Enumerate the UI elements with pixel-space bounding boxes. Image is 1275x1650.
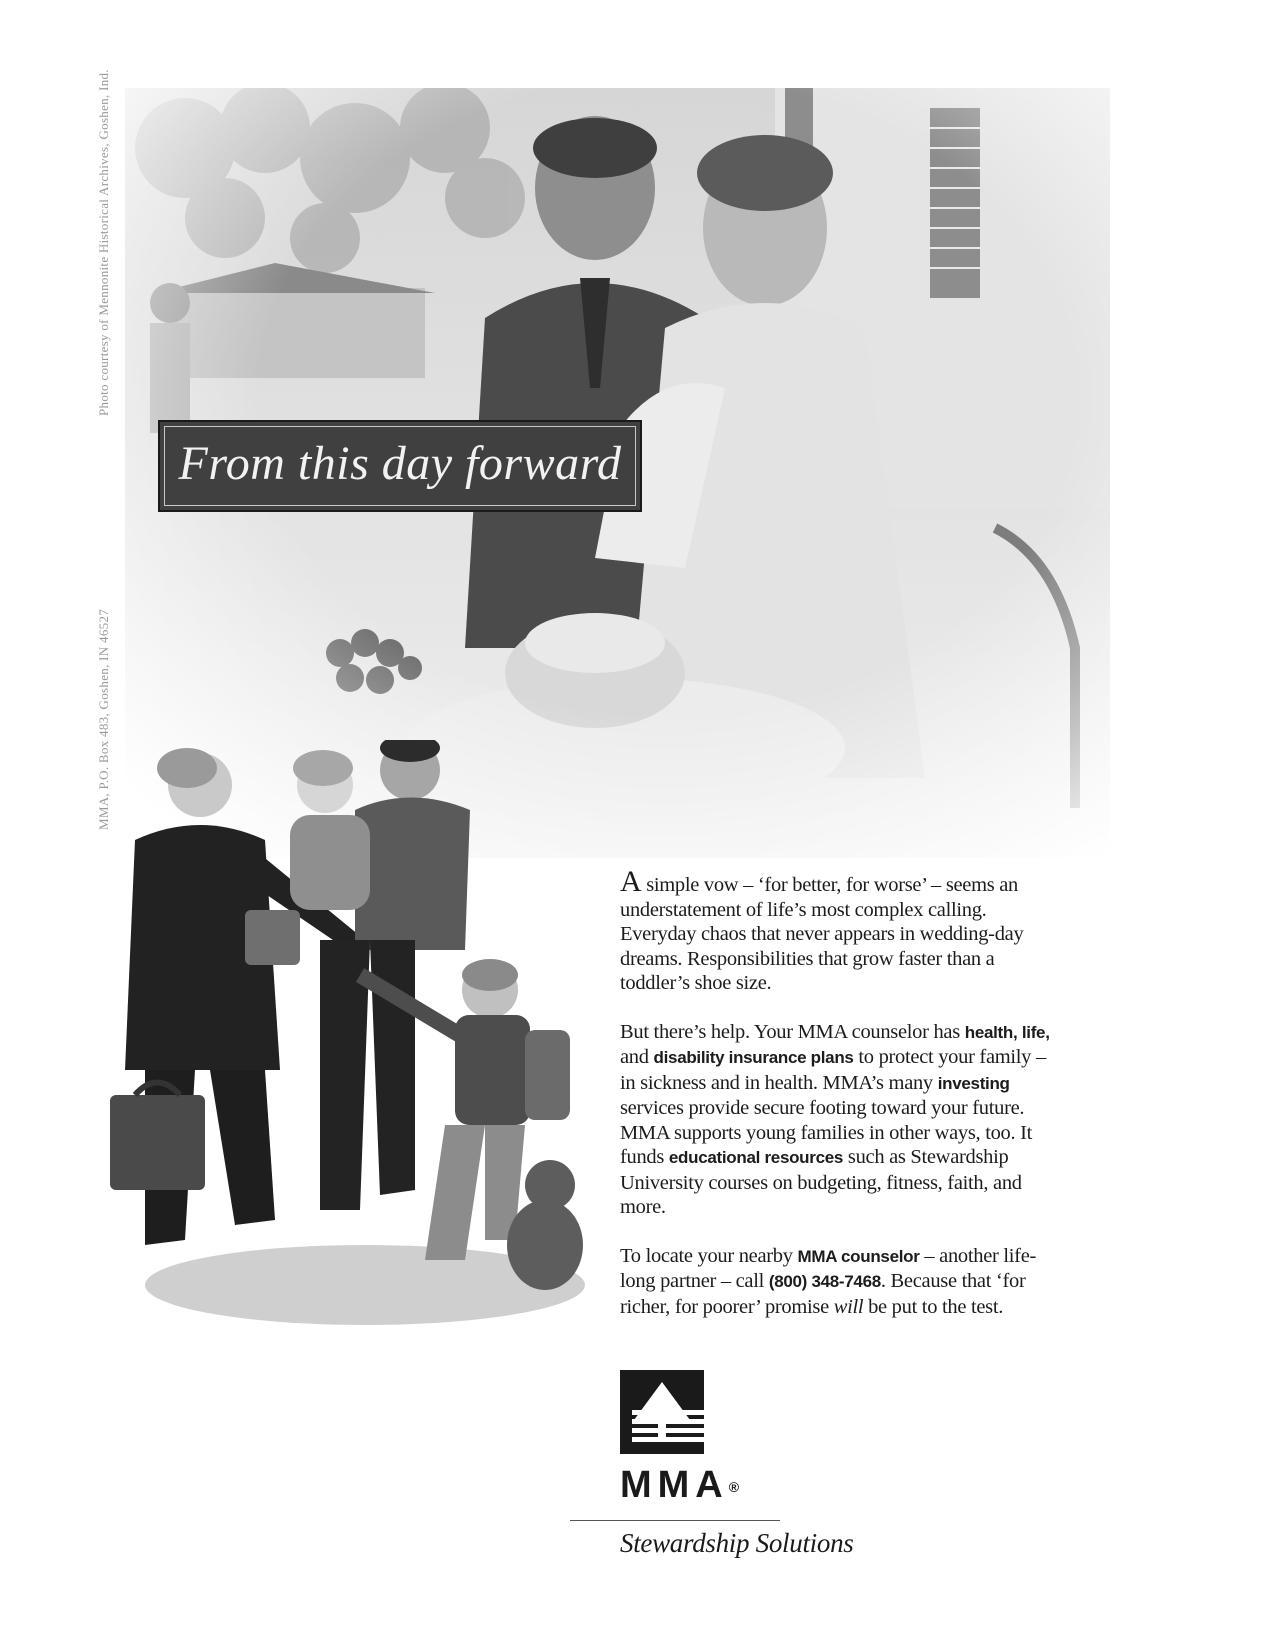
- body-copy: [620, 865, 1050, 1343]
- registered-mark: ®: [728, 1479, 740, 1495]
- p3-bold-counselor: MMA counselor: [797, 1246, 920, 1266]
- logo-divider: [570, 1520, 780, 1521]
- logo-wordmark: [620, 1465, 739, 1505]
- address-credit-text: MMA, P.O. Box 483, Goshen, IN 46527: [96, 608, 111, 830]
- paragraph-2: [620, 1020, 1050, 1220]
- tagline: Stewardship Solutions: [620, 1528, 854, 1558]
- p2-bold-educational: educational resources: [668, 1148, 844, 1167]
- p3-italic-will: will: [833, 1295, 864, 1318]
- p2-text-i: such as Stewardship University courses on budgeting, fitness, faith, and more.: [620, 1146, 1022, 1218]
- paragraph-1: [620, 865, 1050, 996]
- p2-text-a: But there’s help. Your MMA counselor has: [620, 1020, 965, 1043]
- headline: From this day forward: [178, 437, 622, 490]
- phone-number: (800) 348-7468: [768, 1272, 881, 1291]
- photo-credit-text: Photo courtesy of Mennonite Historical Archives, Goshen, Ind.: [96, 69, 111, 416]
- p1-text: simple vow – ‘for better, for worse’ – seems an understatement of life’s most complex calling. Everyday chaos that never appears in wedding-day dreams. Responsibilities that grow faster than a toddler’s shoe size.: [620, 874, 1024, 994]
- drop-cap: A: [620, 865, 642, 898]
- p3-text-g: be put to the test.: [863, 1295, 1004, 1318]
- p2-bold-investing: investing: [937, 1073, 1010, 1093]
- p2-bold-health-life: health, life,: [964, 1022, 1050, 1042]
- p3-text-c: – another life-long partner – call: [620, 1244, 1037, 1292]
- p2-bold-disability: disability insurance plans: [653, 1048, 854, 1067]
- headline-banner: [158, 420, 642, 512]
- logo-wordmark-text: MMA: [620, 1464, 729, 1506]
- p2-text-e: to protect your family – in sickness and in health. MMA’s many: [620, 1046, 1046, 1094]
- p2-text-g: services provide secure footing toward your future. MMA supports young families in other ways, too. It funds: [620, 1097, 1033, 1168]
- p3-text-a: To locate your nearby: [620, 1244, 798, 1267]
- paragraph-3: [620, 1244, 1050, 1320]
- p3-text-e: . Because that ‘for richer, for poorer’ promise: [620, 1270, 1026, 1318]
- mma-logo-icon: [620, 1370, 704, 1454]
- p2-text-c: and: [620, 1046, 654, 1068]
- family-photo: [105, 740, 615, 1330]
